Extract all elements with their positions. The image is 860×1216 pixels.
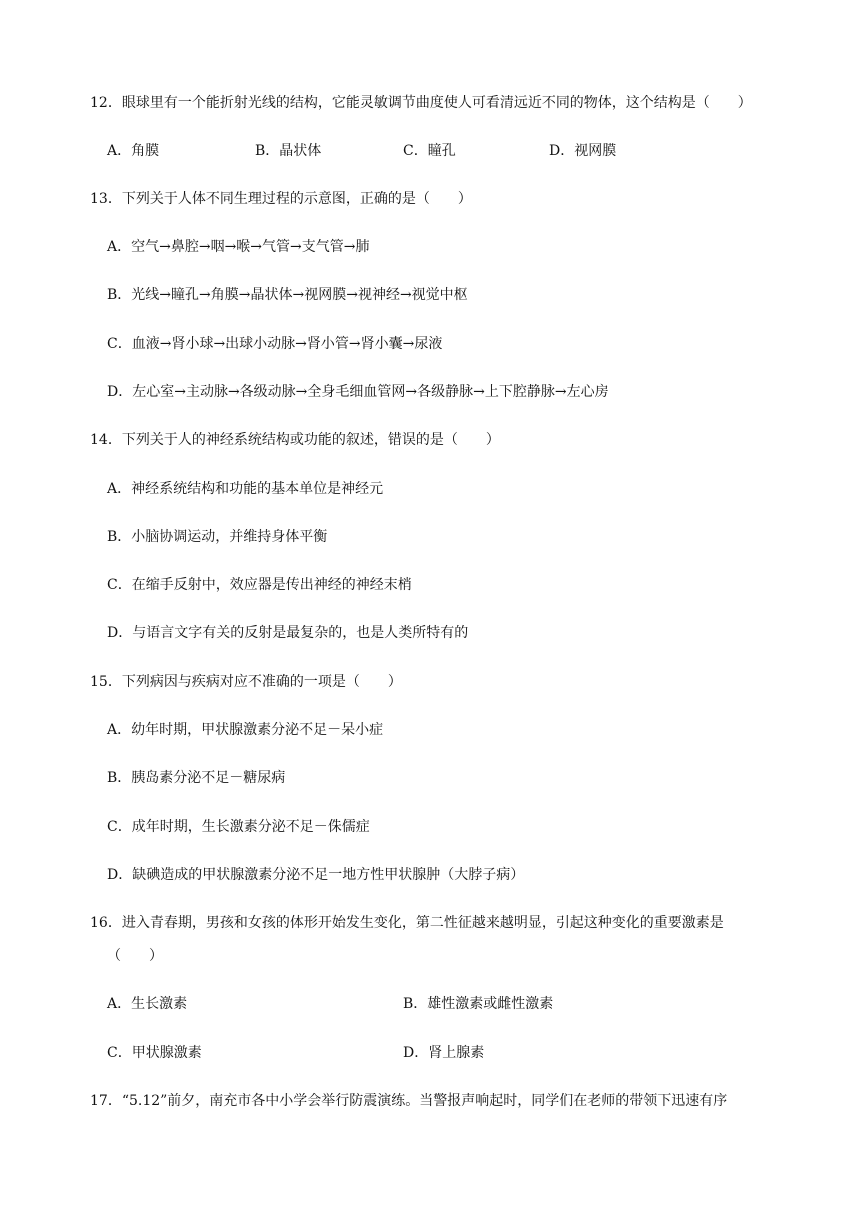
option-b: B．光线→瞳孔→角膜→晶状体→视网膜→视神经→视觉中枢	[107, 287, 468, 303]
option-b: B．小脑协调运动，并维持身体平衡	[107, 529, 328, 545]
option-a: A．空气→鼻腔→咽→喉→气管→支气管→肺	[107, 239, 370, 255]
option-d: D．肾上腺素	[403, 1045, 485, 1061]
option-d: D．左心室→主动脉→各级动脉→全身毛细血管网→各级静脉→上下腔静脉→左心房	[107, 384, 609, 400]
option-b: B．晶状体	[255, 143, 322, 159]
question-16-options-row-1	[107, 994, 807, 1014]
question-16-options-row-2	[107, 1043, 807, 1063]
option-a: A．生长激素	[107, 996, 188, 1012]
question-16-stem: 16．进入青春期，男孩和女孩的体形开始发生变化，第二性征越来越明显，引起这种变化的重要激素是	[90, 915, 724, 931]
option-d: D．与语言文字有关的反射是最复杂的，也是人类所特有的	[107, 625, 469, 641]
option-c: C．瞳孔	[403, 143, 456, 159]
question-17-stem: 17．“5.12”前夕，南充市各中小学会举行防震演练。当警报声响起时，同学们在老师的带领下迅速有序	[90, 1093, 728, 1109]
question-12-options	[107, 141, 807, 161]
option-d: D．缺碘造成的甲状腺激素分泌不足一地方性甲状腺肿（大脖子病）	[107, 867, 525, 883]
question-13-stem: 13．下列关于人体不同生理过程的示意图，正确的是（ ）	[90, 191, 472, 207]
question-15-stem: 15．下列病因与疾病对应不准确的一项是（ ）	[90, 674, 402, 690]
option-c: C．在缩手反射中，效应器是传出神经的神经末梢	[107, 577, 412, 593]
question-16-stem-cont: （ ）	[107, 948, 163, 964]
option-a: A．幼年时期，甲状腺激素分泌不足－呆小症	[107, 722, 384, 738]
option-c: C．成年时期，生长激素分泌不足－侏儒症	[107, 819, 370, 835]
option-a: A．角膜	[107, 143, 160, 159]
option-a: A．神经系统结构和功能的基本单位是神经元	[107, 481, 384, 497]
option-d: D．视网膜	[549, 143, 617, 159]
option-b: B．雄性激素或雌性激素	[403, 996, 554, 1012]
option-b: B．胰岛素分泌不足－糖尿病	[107, 770, 286, 786]
question-12-stem: 12．眼球里有一个能折射光线的结构，它能灵敏调节曲度使人可看清远近不同的物体，这个结构是（ ）	[90, 95, 752, 111]
option-c: C．血液→肾小球→出球小动脉→肾小管→肾小囊→尿液	[107, 336, 443, 352]
option-c: C．甲状腺激素	[107, 1045, 202, 1061]
question-14-stem: 14．下列关于人的神经系统结构或功能的叙述，错误的是（ ）	[90, 432, 500, 448]
